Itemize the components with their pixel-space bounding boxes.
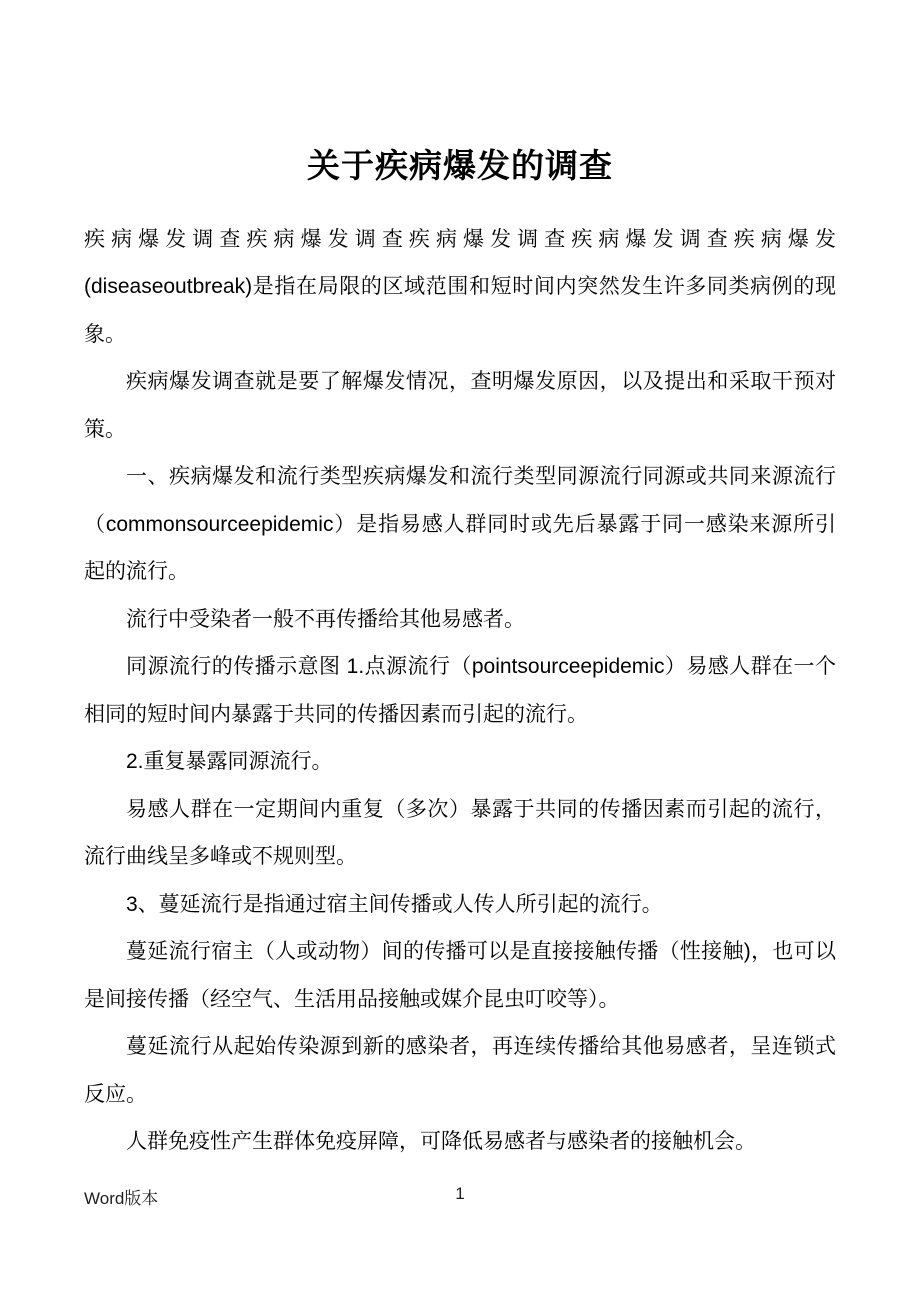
paragraph: 3、蔓延流行是指通过宿主间传播或人传人所引起的流行。	[126, 892, 663, 916]
paragraph: 一、疾病爆发和流行类型疾病爆发和流行类型同源流行同源或共同来源流行（commonsourceepidemic）是指易感人群同时或先后暴露于同一感染来源所引起的流行。	[84, 465, 836, 584]
page-number: 1	[455, 1184, 465, 1203]
document-body	[84, 216, 836, 1166]
paragraph: 蔓延流行宿主（人或动物）间的传播可以是直接接触传播（性接触)，也可以是间接传播（经空气、生活用品接触或媒介昆虫叮咬等）。	[84, 940, 836, 1011]
paragraph: 流行中受染者一般不再传播给其他易感者。	[126, 607, 525, 631]
paragraph: 疾病爆发调查就是要了解爆发情况，查明爆发原因，以及提出和采取干预对策。	[84, 370, 836, 441]
paragraph: 易感人群在一定期间内重复（多次）暴露于共同的传播因素而引起的流行，流行曲线呈多峰或不规则型。	[84, 797, 836, 869]
paragraph: 同源流行的传播示意图 1.点源流行（pointsourceepidemic）易感人群在一个相同的短时间内暴露于共同的传播因素而引起的流行。	[84, 655, 836, 726]
paragraph: 疾病爆发调查疾病爆发调查疾病爆发调查疾病爆发调查疾病爆发(diseaseoutbreak)是指在局限的区域范围和短时间内突然发生许多同类病例的现象。	[84, 227, 836, 346]
paragraph: 人群免疫性产生群体免疫屏障，可降低易感者与感染者的接触机会。	[126, 1130, 756, 1154]
document-title: 关于疾病爆发的调查	[307, 147, 613, 184]
paragraph: 蔓延流行从起始传染源到新的感染者，再连续传播给其他易感者，呈连锁式反应。	[84, 1035, 836, 1106]
page-footer	[84, 1184, 836, 1214]
paragraph: 2.重复暴露同源流行。	[126, 750, 333, 774]
footer-version-label: Word版本	[84, 1189, 159, 1208]
